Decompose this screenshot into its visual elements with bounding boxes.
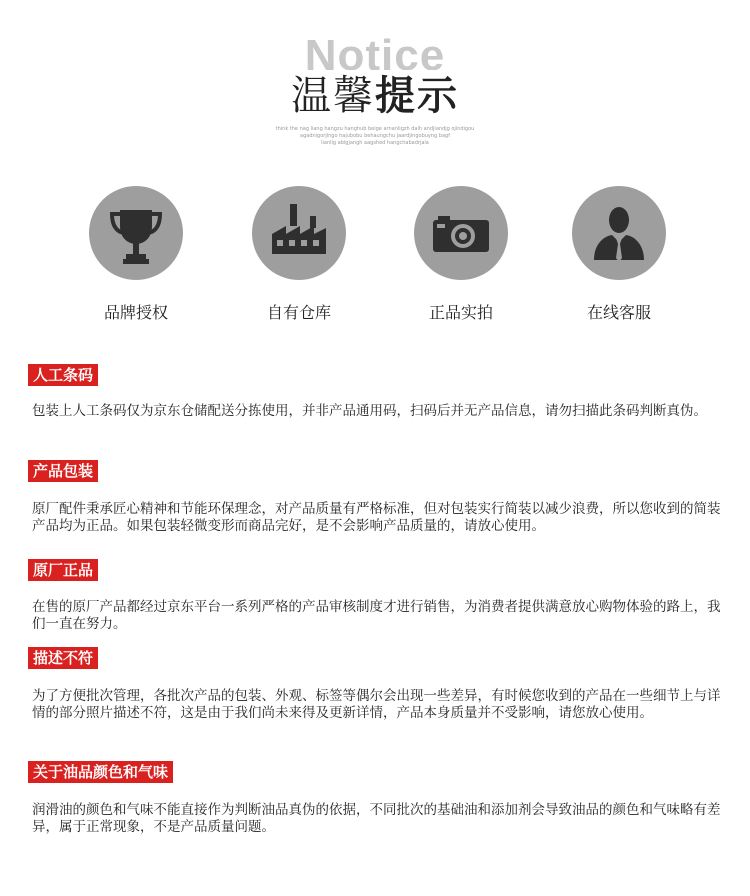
- section-tag: 产品包装: [28, 460, 98, 482]
- feature-online-service: [571, 186, 667, 323]
- pinyin-line: lianlig abigjangh aagshed hangchabadrjaia: [321, 140, 429, 146]
- camera-icon: [414, 186, 508, 280]
- section-tag: 描述不符: [28, 647, 98, 669]
- feature-label: 自有仓库: [266, 303, 331, 322]
- section-description-mismatch: [28, 647, 722, 669]
- feature-label: 在线客服: [586, 303, 651, 322]
- trophy-icon: [89, 186, 183, 280]
- section-text: 为了方便批次管理，各批次产品的包装、外观、标签等偶尔会出现一些差异，有时候您收到的产品在一些细节上与详情的部分照片描述不符，这是由于我们尚未来得及更新详情，产品本身质量并不受影响，请您放心使用。: [32, 688, 721, 721]
- section-text: 润滑油的颜色和气味不能直接作为判断油品真伪的依据，不同批次的基础油和添加剂会导致油品的颜色和气味略有差异，属于正常现象，不是产品质量问题。: [32, 802, 721, 835]
- feature-circle: [414, 186, 508, 280]
- feature-own-warehouse: [251, 186, 347, 323]
- feature-real-photos: [413, 186, 509, 323]
- section-oil-color-smell: [28, 761, 722, 783]
- section-manual-barcode: [28, 364, 722, 386]
- section-text: 在售的原厂产品都经过京东平台一系列严格的产品审核制度才进行销售，为消费者提供满意放心购物体验的路上，我们一直在努力。: [32, 599, 721, 632]
- section-tag: 关于油品颜色和气味: [28, 761, 173, 783]
- section-product-packaging: [28, 460, 722, 482]
- heading-light-text: 温馨: [291, 73, 375, 119]
- pinyin-line: think the nag liang hangzu hanghub beige arnanligzh daih andjiandjg ojindigou: [275, 126, 475, 132]
- feature-circle: [252, 186, 346, 280]
- section-tag: 人工条码: [28, 364, 98, 386]
- section-genuine-product: [28, 559, 722, 581]
- pinyin-caption: [265, 126, 485, 147]
- pinyin-line: agadnigorjingo hajubobu behaungchu jaardjingobuyng bagf: [300, 133, 450, 139]
- factory-icon: [252, 186, 346, 280]
- section-text: 包装上人工条码仅为京东仓储配送分拣使用，并非产品通用码，扫码后并无产品信息，请勿扫描此条码判断真伪。: [32, 403, 707, 419]
- feature-label: 品牌授权: [103, 303, 168, 322]
- section-tag: 原厂正品: [28, 559, 98, 581]
- heading-bold-text: 提示: [375, 73, 459, 119]
- notice-heading-cn: [0, 70, 750, 122]
- section-text: 原厂配件秉承匠心精神和节能环保理念，对产品质量有严格标准，但对包装实行简装以减少浪费，所以您收到的简装产品均为正品。如果包装轻微变形而商品完好，是不会影响产品质量的，请放心使用。: [32, 501, 721, 534]
- customer-service-icon: [572, 186, 666, 280]
- notice-heading-en: Notice: [304, 31, 446, 70]
- feature-brand-authorization: [88, 186, 184, 323]
- feature-label: 正品实拍: [428, 303, 493, 322]
- feature-circle: [89, 186, 183, 280]
- feature-circle: [572, 186, 666, 280]
